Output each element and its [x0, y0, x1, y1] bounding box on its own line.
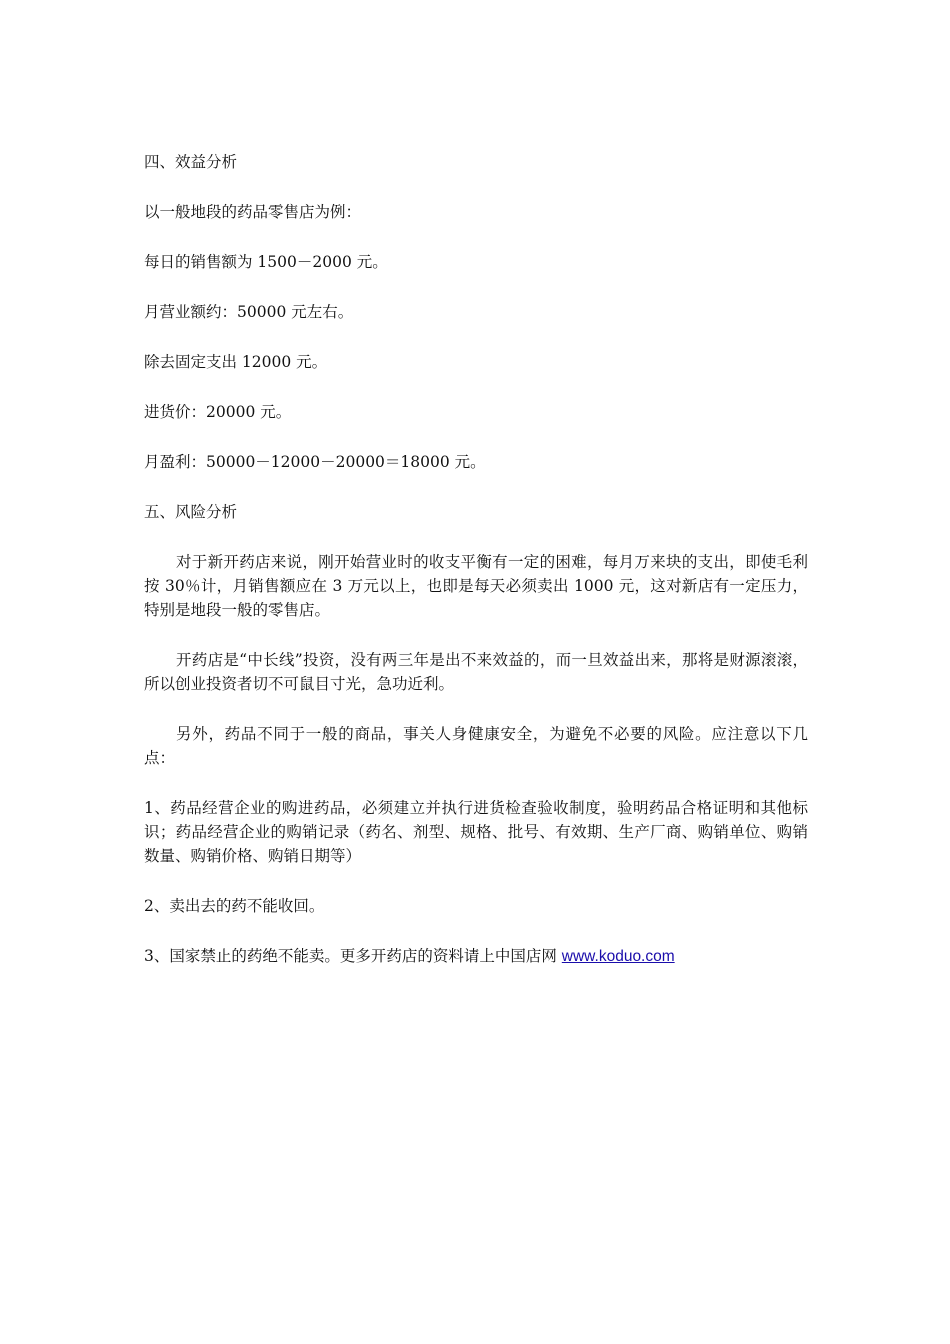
monthly-revenue: 月营业额约：50000 元左右。 — [144, 303, 354, 321]
website-link[interactable]: www.koduo.com — [561, 948, 675, 965]
document-body — [144, 150, 808, 995]
example-intro: 以一般地段的药品零售店为例： — [144, 203, 362, 221]
daily-sales: 每日的销售额为 1500－2000 元。 — [144, 253, 388, 271]
point-3-text: 3、国家禁止的药绝不能卖。更多开药店的资料请上中国店网 — [144, 947, 562, 965]
risk-paragraph-1: 对于新开药店来说，刚开始营业时的收支平衡有一定的困难，每月万来块的支出，即使毛利按 30％计，月销售额应在 3 万元以上，也即是每天必须卖出 1000 元，这对新店有一定压力，特别是地段一般的零售店。 — [144, 553, 808, 619]
risk-paragraph-3: 另外，药品不同于一般的商品，事关人身健康安全，为避免不必要的风险。应注意以下几点： — [144, 725, 808, 767]
purchase-price: 进货价：20000 元。 — [144, 403, 292, 421]
monthly-profit: 月盈利：50000－12000－20000＝18000 元。 — [144, 453, 486, 471]
point-2: 2、卖出去的药不能收回。 — [144, 897, 325, 915]
risk-paragraph-2: 开药店是“中长线”投资，没有两三年是出不来效益的，而一旦效益出来，那将是财源滚滚，所以创业投资者切不可鼠目寸光，急功近利。 — [144, 651, 808, 693]
heading-risk-analysis: 五、风险分析 — [144, 503, 238, 521]
heading-benefit-analysis: 四、效益分析 — [144, 153, 238, 171]
point-1: 1、药品经营企业的购进药品，必须建立并执行进货检查验收制度，验明药品合格证明和其他标识；药品经营企业的购销记录（药名、剂型、规格、批号、有效期、生产厂商、购销单位、购销数量、购销价格、购销日期等） — [144, 799, 808, 865]
fixed-costs: 除去固定支出 12000 元。 — [144, 353, 328, 371]
point-3 — [144, 944, 808, 969]
